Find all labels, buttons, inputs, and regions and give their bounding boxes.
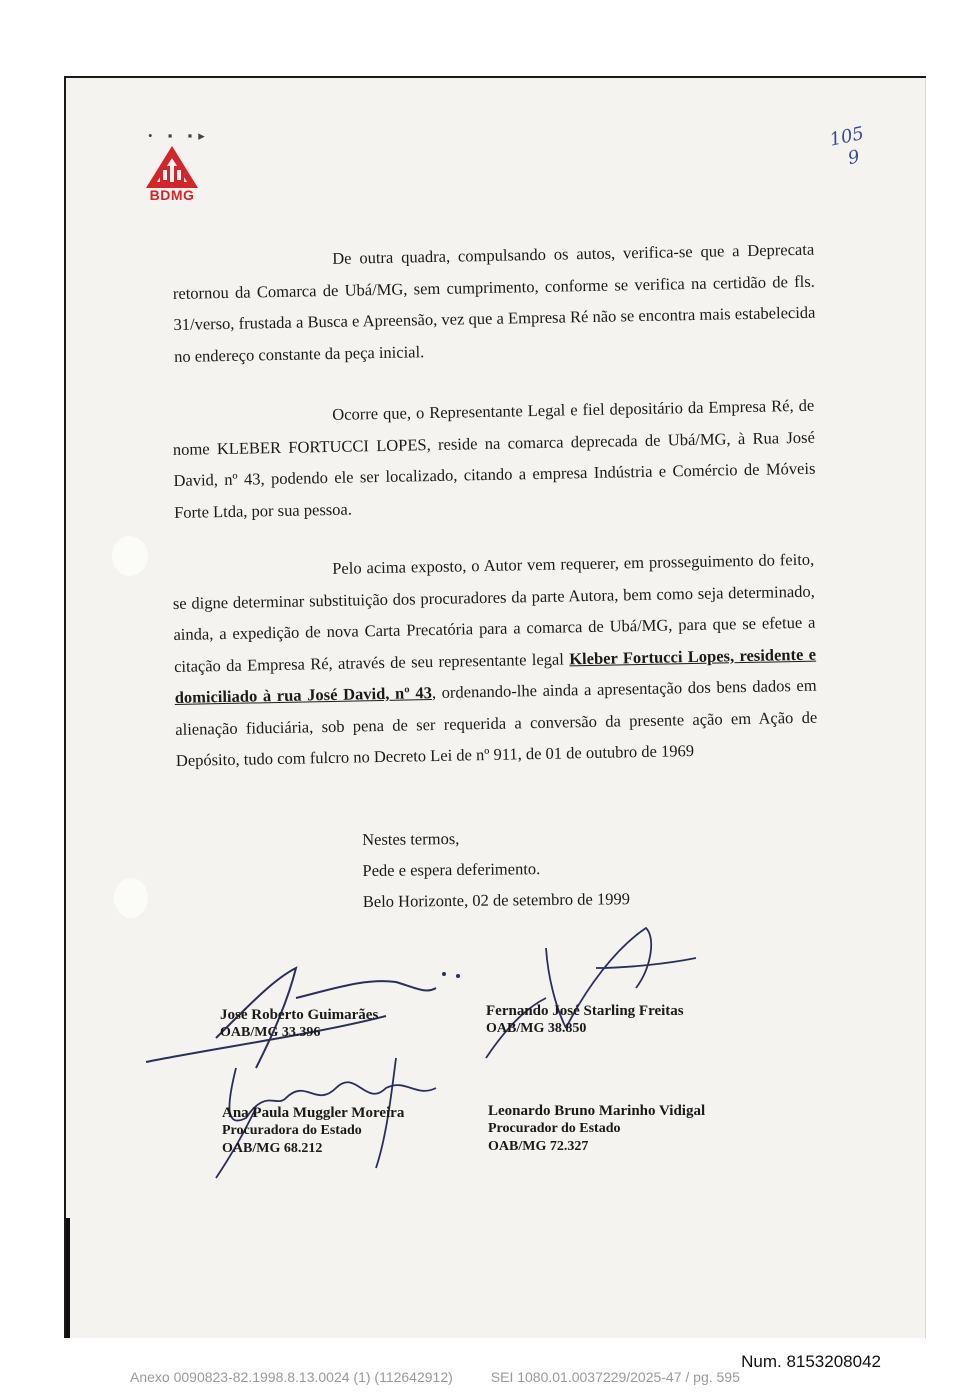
scanned-page — [64, 76, 926, 1338]
signatory-1 — [220, 1006, 378, 1042]
document-number: Num. 8153208042 — [741, 1352, 881, 1371]
paragraph-1 — [172, 234, 816, 372]
paragraph-3-after: , ordenando-lhe ainda a apresentação dos bens dados em alienação fiduciária, sob pena de ser requerida a conversão da presente ação em Ação de Depósito, tudo com fulcro no Decreto Lei de nº 911, de 01 de outubro de 1969 — [175, 675, 818, 770]
folio-line1: 105 — [827, 122, 866, 151]
signatory-4-title: Procurador do Estado — [488, 1121, 621, 1136]
signatory-3-oab: OAB/MG 68.212 — [222, 1141, 323, 1156]
signatory-2-name: Fernando José Starling Freitas — [486, 1003, 684, 1019]
signatory-3-name: Ana Paula Muggler Moreira — [222, 1105, 405, 1121]
paragraph-1-text: De outra quadra, compulsando os autos, verifica-se que a Deprecata retornou da Comarca de Ubá/MG, sem cumprimento, conforme se verifica na certidão de fls. 31/verso, frustada a Busca e Apreensão, vez que a Empresa Ré não se encontra mais estabelecida no endereço constante da peça inicial. — [172, 239, 816, 366]
scan-edge-shadow — [66, 1218, 70, 1338]
paragraph-3 — [172, 544, 818, 777]
signature-fernando — [476, 908, 716, 1068]
sei-reference: SEI 1080.01.0037229/2025-47 / pg. 595 — [490, 1369, 740, 1385]
signatory-1-name: José Roberto Guimarães — [220, 1007, 379, 1023]
closing-line-1: Nestes termos, — [362, 828, 460, 849]
bdmg-logo-icon — [140, 144, 204, 190]
paragraph-2-text: Ocorre que, o Representante Legal e fiel depositário da Empresa Ré, de nome KLEBER FORTUCCI LOPES, reside na comarca deprecada de Ubá/MG, à Rua José David, nº 43, podendo ele ser localizado, citando a empresa Indústria e Comércio de Móveis Forte Ltda, por sua pessoa. — [172, 395, 816, 522]
folio-handwriting — [828, 123, 871, 173]
paragraph-3-text — [172, 544, 818, 777]
signatory-2-oab: OAB/MG 38.850 — [486, 1021, 587, 1036]
scan-speckles: • ▪ ▪▸ — [148, 128, 211, 143]
paragraph-3-before: Pelo acima exposto, o Autor vem requerer, em prosseguimento do feito, se digne determinar substituição dos procuradores da parte Autora, bem como seja determinado, ainda, a expedição de nova Carta Precatória para a comarca de Ubá/MG, para que se efetue a citação da Empresa Ré, através de seu representante legal — [172, 549, 816, 676]
logo-text: BDMG — [149, 187, 195, 203]
closing-line-3: Belo Horizonte, 02 de setembro de 1999 — [362, 889, 631, 911]
paragraph-3-highlight: Kleber Fortucci Lopes, residente e domiciliado à rua José David, nº 43 — [174, 644, 817, 707]
closing-block — [362, 821, 630, 917]
footer-reference — [130, 1369, 740, 1385]
punch-hole-top — [112, 536, 148, 576]
signatory-1-oab: OAB/MG 33.396 — [220, 1025, 321, 1040]
annex-reference: Anexo 0090823-82.1998.8.13.0024 (1) (112642912) — [130, 1369, 453, 1385]
signatory-4 — [488, 1102, 705, 1156]
signatory-3 — [222, 1104, 404, 1158]
paragraph-2 — [172, 390, 816, 528]
signatory-3-title: Procuradora do Estado — [222, 1123, 362, 1138]
folio-number — [827, 122, 882, 196]
signatory-4-name: Leonardo Bruno Marinho Vidigal — [488, 1103, 706, 1119]
closing-line-2: Pede e espera deferimento. — [362, 859, 541, 880]
signatory-2 — [486, 1002, 684, 1038]
folio-line2: 9 — [846, 146, 862, 170]
signatory-4-oab: OAB/MG 72.327 — [488, 1139, 589, 1154]
bdmg-logo — [140, 144, 204, 206]
punch-hole-bottom — [114, 878, 148, 918]
